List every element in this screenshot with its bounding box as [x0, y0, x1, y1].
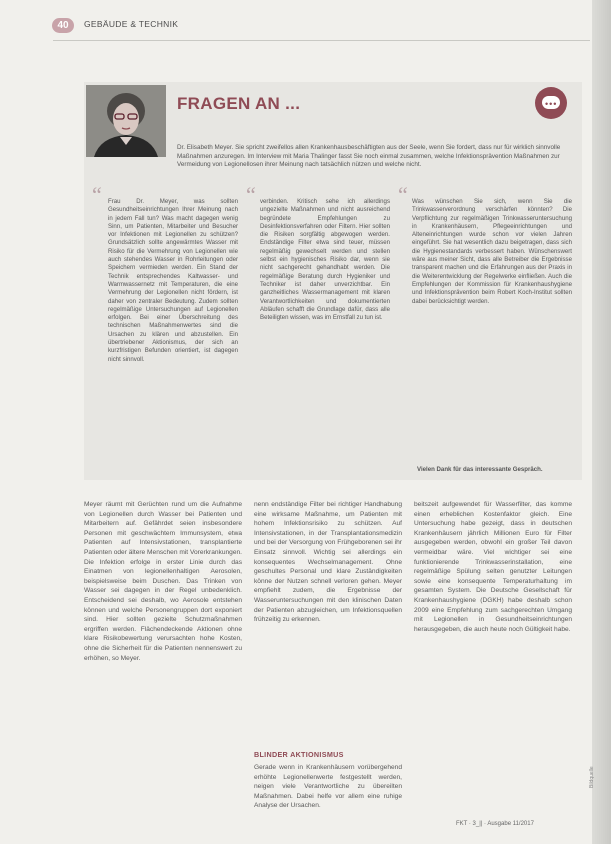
article-column-1: Meyer räumt mit Gerüchten rund um die Aufnahme von Legionellen durch Wasser bei Patienten und Mitarbeitern auf. Gefährdet seien insbesondere Personen mit geschwächtem Immunsystem, etwa Patienten auf Intensivstationen, transplantierte Patienten oder ältere Menschen mit Vorerkrankungen. Die Infektion erfolge in erster Linie durch das Einatmen von legionellenhaltigen Aerosolen, beispielsweise beim Duschen. Das Trinken von Wasser sei dagegen in der Regel unbedenklich. Entscheidend sei deshalb, wo Aerosole entstehen können und welche Personengruppen dort exponiert sind. Hier sollten gezielte Schutzmaßnahmen ergriffen werden. Flächendeckende Aktionen ohne klare Risikobewertung verursachten hohe Kosten, ohne die Sicherheit für die Patienten nennenswert zu erhöhen, so Meyer. [84, 501, 242, 662]
page-footer: FKT · 3_|| · Ausgabe 11/2017 [456, 821, 534, 827]
image-credit: Bildquelle [589, 766, 595, 788]
section-divider [53, 40, 590, 41]
page-edge [592, 0, 611, 844]
quote-mark-icon: “ [92, 182, 102, 207]
speech-bubble-icon: ••• [535, 87, 567, 119]
article-subheading: BLINDER AKTIONISMUS [254, 750, 344, 759]
article-column-3: beitszeit aufgewendet für Wasserfilter, das komme einen erheblichen Kostenfaktor gleich. Eine Untersuchung habe gezeigt, dass in deutschen Krankenhäusern jährlich Millionen Euro für Filter ausgegeben werden, obwohl ein großer Teil davon vermeidbar wäre. Viel wichtiger sei eine funktionierende Trinkwasserinstallation, eine regelmäßige Spülung selten genutzter Leitungen sowie eine konsequente Temperaturhaltung im gesamten System. Die Deutsche Gesellschaft für Krankenhaushygiene (DGKH) habe deshalb schon 2009 eine Empfehlung zum sachgerechten Umgang mit Legionellen in Gesundheitseinrichtungen herausgegeben, die auch heute noch Gültigkeit habe. [414, 501, 572, 633]
portrait-photo [86, 85, 166, 157]
interview-intro: Dr. Elisabeth Meyer. Sie spricht zweifellos allen Krankenhausbeschäftigten aus der Seele, wenn Sie fordert, dass nur für wirklich sinnvolle Maßnahmen anzuregen. Im Interview mit Maria Thalinger fasst Sie noch einmal zusammen, welche Infektionsprävention Maßnahmen zur Vermeidung von Legionellosen ihrer Meinung nach tatsächlich nützen und welche nicht. [177, 144, 561, 169]
interview-column-3: Was wünschen Sie sich, wenn Sie die Trinkwasserverordnung verschärfen könnten? Die Verpflichtung zur regelmäßigen Trinkwasseruntersuchung in Krankenhäusern, Pflegeeinrichtungen und Alteneinrichtungen wurde schon vor vielen Jahren eingeführt. Sie hat wesentlich dazu beigetragen, dass sich die Hygienestandards verbessert haben. Wünschenswert wäre aus meiner Sicht, dass alle Betreiber die Ergebnisse transparent machen und die Erfahrungen aus der Praxis in die Weiterentwicklung der Regelwerke einfließen. Auch die Empfehlungen der Kommission für Krankenhaushygiene und Infektionsprävention beim Robert Koch-Institut sollten dabei berücksichtigt werden. [412, 198, 572, 305]
page-number: 40 [52, 18, 74, 33]
quote-mark-icon: “ [398, 182, 408, 207]
interview-headline: FRAGEN AN ... [177, 94, 301, 113]
interview-column-1: Frau Dr. Meyer, was sollten Gesundheitseinrichtungen Ihrer Meinung nach in jedem Fall tun? Was macht dagegen wenig Sinn, um Patienten, Mitarbeiter und Besucher vor Infektionen mit Legionellen zu schützen? Grundsätzlich sollte angewärmtes Wasser mit Risiko für die Vermehrung von Legionellen wie auch stehendes Wasser in Rohrleitungen oder Speichern vermieden werden. Ein Stand der Technik entsprechendes Kaltwasser- und Warmwassernetz mit Temperaturen, die eine Vermehrung der Legionellen nicht fördern, ist daher von zentraler Bedeutung. Zudem sollten regelmäßige Untersuchungen auf Legionellen erfolgen. Bei einer Überschreitung des technischen Maßnahmenwertes sind die Ursachen zu klären und abzustellen. Ein übertriebener Aktionismus, der sich an kurzfristigen Befunden orientiert, ist dagegen nicht sinnvoll. [108, 198, 238, 363]
article-column-2: nenn endständige Filter bei richtiger Handhabung eine wirksame Maßnahme, um Patienten mit hohem Infektionsrisiko zu schützen. Auf Intensivstationen, in der Transplantationsmedizin und bei der Versorgung von Frühgeborenen sei ihr Einsatz sinnvoll. Wichtig sei allerdings ein konsequentes Wechselmanagement. Ohne geschultes Personal und klare Zuständigkeiten könne der Nutzen schnell verloren gehen. Meyer empfiehlt zudem, die Ergebnisse der Wasseruntersuchungen mit den klinischen Daten der Patienten abzugleichen, um Infektionsquellen frühzeitig zu erkennen. [254, 501, 402, 624]
interview-column-2: verbinden. Kritisch sehe ich allerdings ungezielte Maßnahmen und nicht ausreichend begründete Empfehlungen zu Desinfektionsverfahren oder Filtern. Hier sollten die Risiken sorgfältig abgewogen werden. Endständige Filter etwa sind teuer, müssen regelmäßig gewechselt werden und stellen selbst ein hygienisches Risiko dar, wenn sie nicht sachgerecht gehandhabt werden. Die regelmäßige Beratung durch Hygieniker und Techniker ist daher unverzichtbar. Ein ganzheitliches Wassermanagement mit klaren Verantwortlichkeiten und dokumentierten Abläufen schafft die Grundlage dafür, dass alle Beteiligten wissen, was im Ernstfall zu tun ist. [260, 198, 390, 322]
section-title: GEBÄUDE & TECHNIK [84, 19, 179, 29]
interview-closing: Vielen Dank für das interessante Gespräch. [417, 466, 543, 473]
quote-mark-icon: “ [246, 182, 256, 207]
article-column-2b: Gerade wenn in Krankenhäusern vorübergehend erhöhte Legionellenwerte festgestellt werden, neigen viele Verantwortliche zu übereilten Maßnahmen. Dabei helfe vor allem eine ruhige Analyse der Ursachen. [254, 764, 402, 810]
